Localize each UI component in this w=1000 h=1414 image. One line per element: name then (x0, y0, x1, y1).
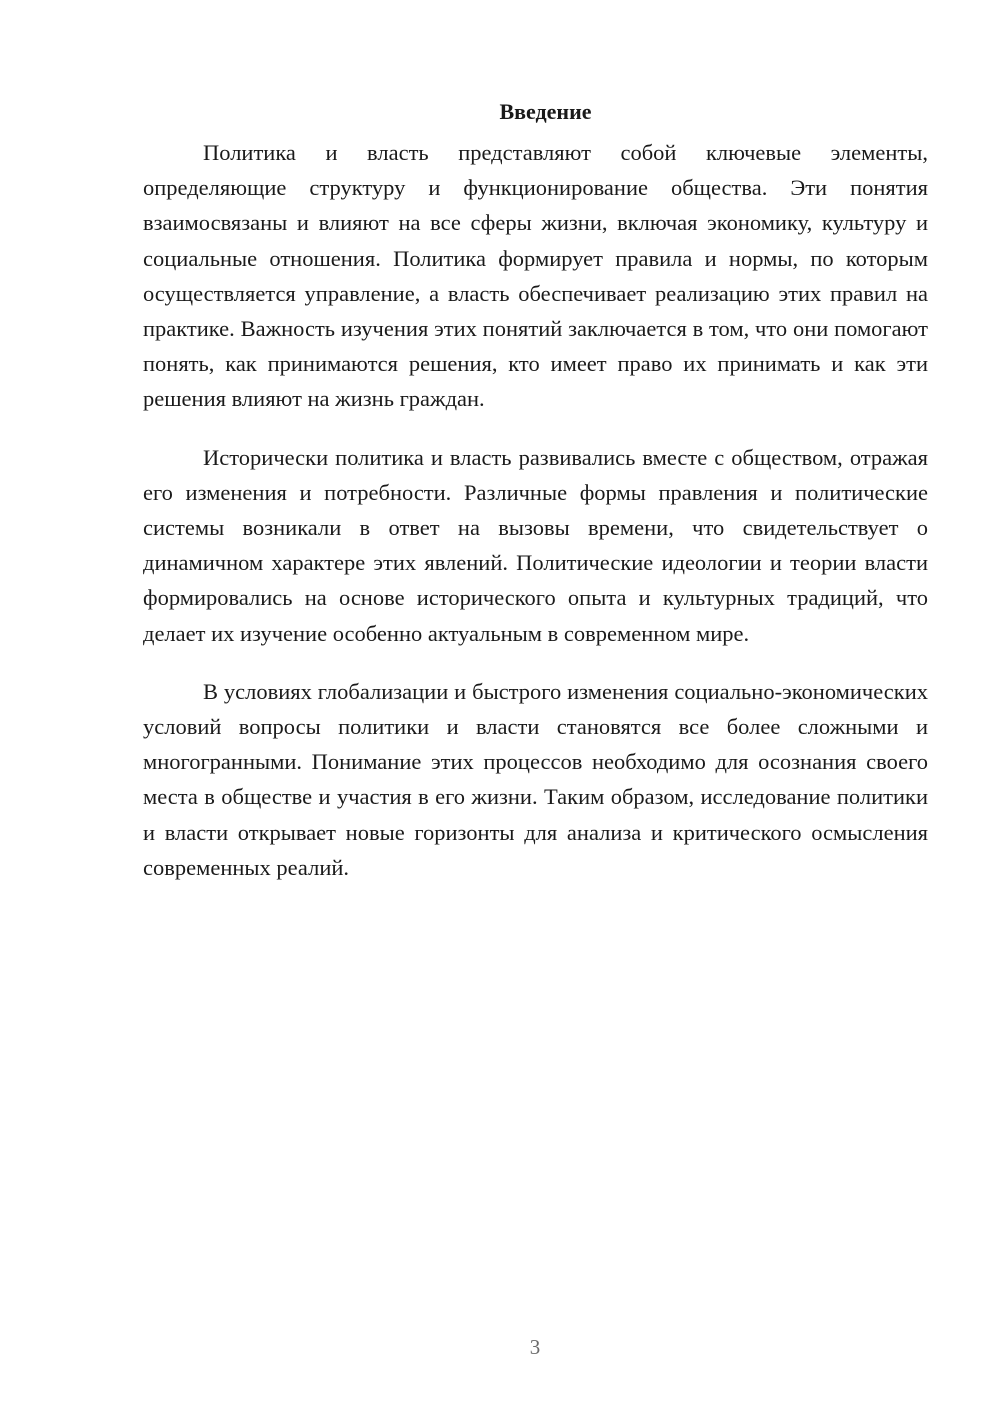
page-number: 3 (529, 1335, 541, 1359)
paragraph-1: Политика и власть представляют собой ключевые элементы, определяющие структуру и функционирование общества. Эти понятия взаимосвязаны и влияют на все сферы жизни, включая экономику, культуру и социальные отношения. Политика формирует правила и нормы, по которым осуществляется управление, а власть обеспечивает реализацию этих правил на практике. Важность изучения этих понятий заключается в том, что они помогают понять, как принимаются решения, кто имеет право их принимать и как эти решения влияют на жизнь граждан. (143, 140, 928, 412)
page-content (143, 96, 928, 908)
page-title: Введение (499, 99, 592, 124)
paragraph-2: Исторически политика и власть развивались вместе с обществом, отражая его изменения и потребности. Различные формы правления и политические системы возникали в ответ на вызовы времени, что свидетельствует о динамичном характере этих явлений. Политические идеологии и теории власти формировались на основе исторического опыта и культурных традиций, что делает их изучение особенно актуальным в современном мире. (143, 444, 928, 646)
paragraph-3: В условиях глобализации и быстрого изменения социально-экономических условий вопросы политики и власти становятся все более сложными и многогранными. Понимание этих процессов необходимо для осознания своего места в обществе и участия в его жизни. Таким образом, исследование политики и власти открывает новые горизонты для анализа и критического осмысления современных реалий. (143, 678, 928, 880)
